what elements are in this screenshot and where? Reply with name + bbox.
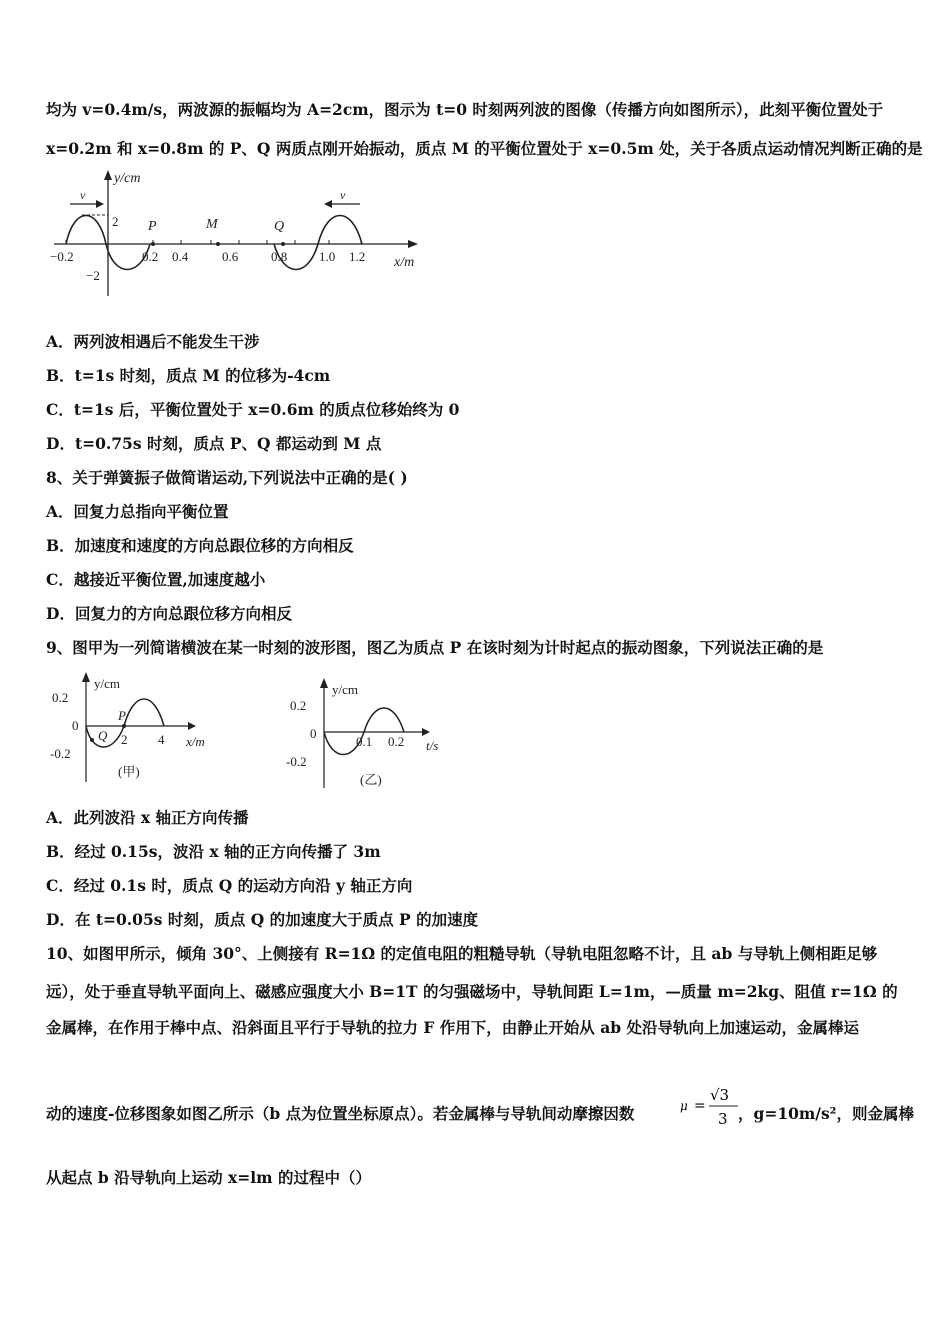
q7-x-tick-0.4: 0.4	[172, 249, 189, 264]
q7-option-c: C．t=1s 后，平衡位置处于 x=0.6m 的质点位移始终为 0	[46, 400, 460, 419]
q7-x-tick-1.0: 1.0	[319, 249, 336, 264]
q9a-y-label: y/cm	[94, 676, 120, 691]
q9b-y-label: y/cm	[332, 682, 358, 697]
q7-option-b: B．t=1s 时刻，质点 M 的位移为-4cm	[46, 366, 331, 385]
q7-stem-line1: 均为 v=0.4m/s，两波源的振幅均为 A=2cm，图示为 t=0 时刻两列波的图像（传播方向如图所示），此刻平衡位置处于	[46, 100, 884, 119]
q9b-caption: (乙)	[360, 772, 382, 787]
q9-option-d: D．在 t=0.05s 时刻，质点 Q 的加速度大于质点 P 的加速度	[46, 910, 479, 929]
q7-y-tick-neg2: −2	[86, 268, 100, 283]
q10-stem-line5: 从起点 b 沿导轨向上运动 x=lm 的过程中（）	[46, 1168, 371, 1187]
q9-figure-b	[282, 676, 452, 794]
q9a-point-P: P	[118, 708, 126, 723]
q9-stem: 9、图甲为一列简谐横波在某一时刻的波形图，图乙为质点 P 在该时刻为计时起点的振动图象，下列说法正确的是	[46, 638, 824, 657]
q10-stem-line4a: 动的速度-位移图象如图乙所示（b 点为位置坐标原点）。若金属棒与导轨间动摩擦因数	[46, 1104, 635, 1123]
q10-sqrt: √3	[710, 1086, 730, 1104]
q7-y-axis-label: y/cm	[114, 171, 141, 186]
q8-option-a: A．回复力总指向平衡位置	[46, 502, 229, 521]
q7-x-tick-0.2: 0.2	[142, 249, 159, 264]
q9b-x-label: t/s	[426, 738, 439, 753]
q7-option-d: D．t=0.75s 时刻，质点 P、Q 都运动到 M 点	[46, 434, 382, 453]
q7-y-tick-2: 2	[112, 214, 119, 229]
q10-stem-line3: 金属棒，在作用于棒中点、沿斜面且平行于导轨的拉力 F 作用下，由静止开始从 ab 处沿导轨向上加速运动，金属棒运	[46, 1018, 859, 1037]
q7-option-a: A．两列波相遇后不能发生干涉	[46, 332, 260, 351]
q7-x-tick-0.8: 0.8	[271, 249, 288, 264]
q9b-y-tick-0.2: 0.2	[290, 698, 307, 713]
q7-point-P: P	[148, 219, 157, 234]
q7-right-arrow-icon	[96, 200, 104, 208]
q8-option-d: D．回复力的方向总跟位移方向相反	[46, 604, 292, 623]
q9b-x-tick-0.2: 0.2	[388, 734, 405, 749]
q9b-y-tick-0: 0	[310, 726, 317, 741]
q10-stem-line1: 10、如图甲所示，倾角 30°、上侧接有 R=1Ω 的定值电阻的粗糙导轨（导轨电阻忽略不计，且 ab 与导轨上侧相距足够	[46, 944, 878, 963]
q10-den: 3	[718, 1110, 728, 1128]
q10-eq: =	[694, 1098, 706, 1114]
q7-stem-line2: x=0.2m 和 x=0.8m 的 P、Q 两质点刚开始振动，质点 M 的平衡位置处于 x=0.5m 处，关于各质点运动情况判断正确的是	[46, 139, 923, 158]
q9a-caption: (甲)	[118, 764, 140, 779]
q7-velocity-left: v	[80, 188, 86, 202]
q10-friction-coefficient	[676, 1080, 746, 1130]
q9a-y-tick-0: 0	[72, 718, 79, 733]
q7-wave-figure	[46, 168, 426, 308]
q7-left-arrow-icon	[324, 200, 332, 208]
q8-option-c: C．越接近平衡位置,加速度越小	[46, 570, 266, 589]
q9a-y-tick-neg0.2: -0.2	[50, 746, 71, 761]
q9-option-b: B．经过 0.15s，波沿 x 轴的正方向传播了 3m	[46, 842, 381, 861]
q7-x-tick-1.2: 1.2	[349, 249, 366, 264]
q7-x-tick-0.6: 0.6	[222, 249, 239, 264]
q9a-point-Q: Q	[98, 728, 108, 743]
q10-stem-line2: 远），处于垂直导轨平面向上、磁感应强度大小 B=1T 的匀强磁场中，导轨间距 L=1m，—质量 m=2kg、阻值 r=1Ω 的	[46, 982, 898, 1001]
q7-point-Q: Q	[274, 219, 285, 234]
q7-x-tick-neg0.2: −0.2	[50, 249, 74, 264]
q7-point-M: M	[206, 217, 218, 232]
q9b-x-tick-0.1: 0.1	[356, 734, 373, 749]
q7-velocity-right: v	[340, 188, 346, 202]
q8-option-b: B．加速度和速度的方向总跟位移的方向相反	[46, 536, 354, 555]
q9-option-a: A．此列波沿 x 轴正方向传播	[46, 808, 249, 827]
q10-stem-line4b: ，g=10m/s²，则金属棒	[738, 1104, 914, 1123]
q7-x-axis-label: x/m	[394, 255, 415, 270]
q9a-x-label: x/m	[186, 734, 205, 749]
q9-figure-a	[46, 670, 226, 790]
q9a-x-tick-4: 4	[158, 732, 165, 747]
q10-mu: μ	[680, 1099, 688, 1113]
q9b-y-tick-neg0.2: -0.2	[286, 754, 307, 769]
q9-option-c: C．经过 0.1s 时，质点 Q 的运动方向沿 y 轴正方向	[46, 876, 413, 895]
q9a-x-tick-2: 2	[121, 732, 128, 747]
q9a-y-tick-0.2: 0.2	[52, 690, 69, 705]
q8-stem: 8、关于弹簧振子做简谐运动,下列说法中正确的是( )	[46, 468, 408, 487]
